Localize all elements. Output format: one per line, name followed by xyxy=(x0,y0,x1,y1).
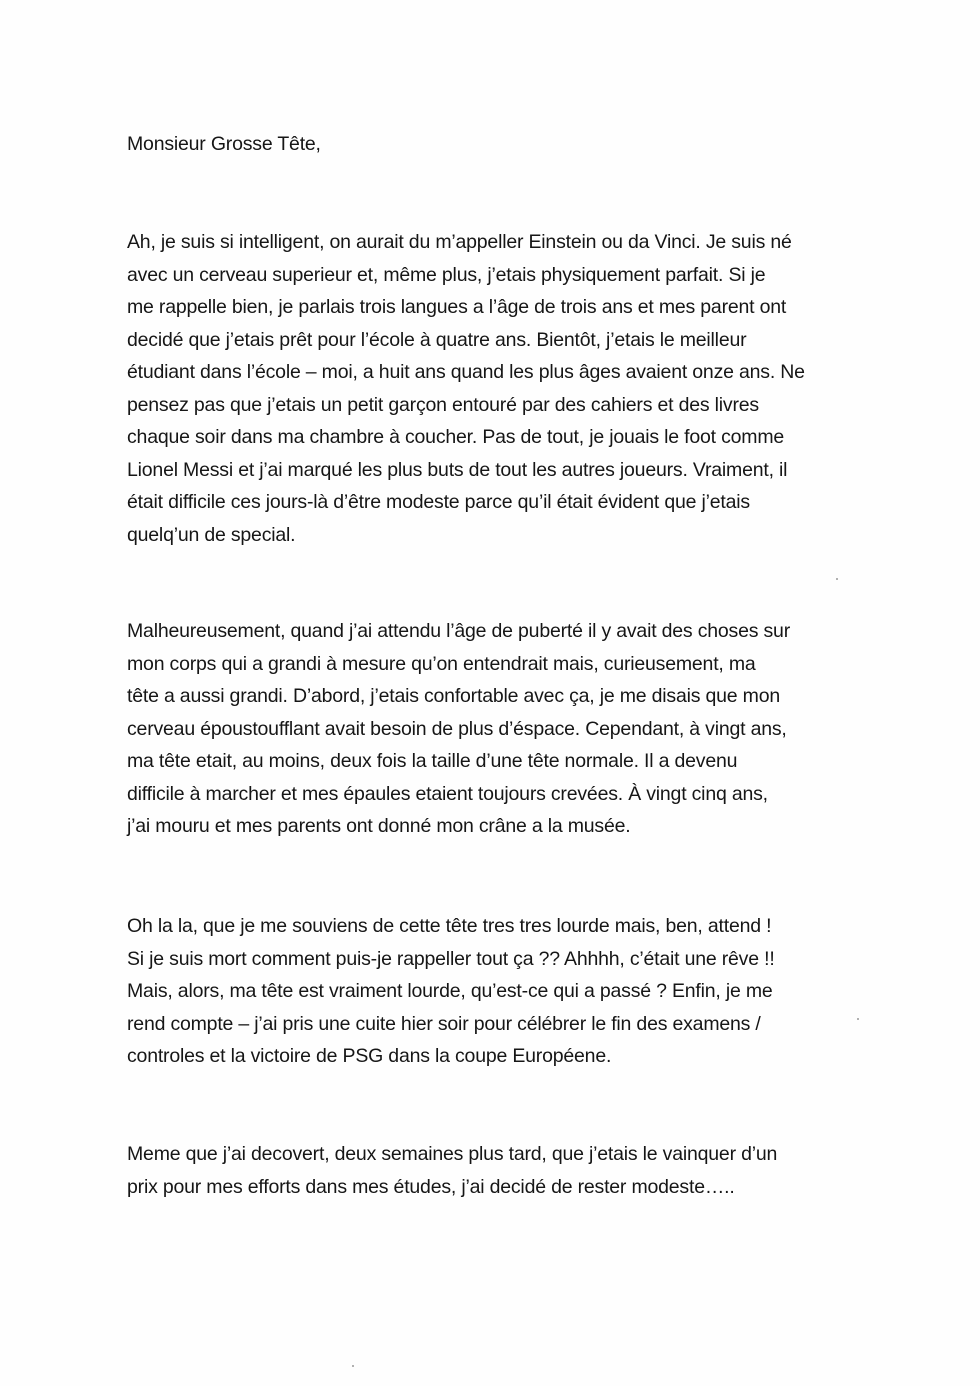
letter-line: Malheureusement, quand j’ai attendu l’âge de puberté il y avait des choses sur xyxy=(127,620,790,642)
letter-line: Lionel Messi et j’ai marqué les plus buts de tout les autres joueurs. Vraiment, il xyxy=(127,458,788,481)
letter-line: prix pour mes efforts dans mes études, j’ai decidé de rester modeste….. xyxy=(127,1175,735,1198)
letter-line: rend compte – j’ai pris une cuite hier soir pour célébrer le fin des examens / xyxy=(127,1012,761,1035)
letter-line: cerveau époustoufflant avait besoin de plus d’éspace. Cependant, à vingt ans, xyxy=(127,717,787,740)
letter-line: difficile à marcher et mes épaules etaient toujours crevées. À vingt cinq ans, xyxy=(127,782,768,805)
letter-line: me rappelle bien, je parlais trois langues a l’âge de trois ans et mes parent ont xyxy=(127,296,787,318)
letter-line: Si je suis mort comment puis-je rappeller tout ça ?? Ahhhh, c’était une rêve !! xyxy=(127,947,775,970)
letter-line: Ah, je suis si intelligent, on aurait du m’appeller Einstein ou da Vinci. Je suis né xyxy=(127,231,792,253)
letter-line: j’ai mouru et mes parents ont donné mon crâne a la musée. xyxy=(127,815,631,837)
letter-line: tête a aussi grandi. D’abord, j’etais confortable avec ça, je me disais que mon xyxy=(127,685,780,707)
scan-speck xyxy=(857,1018,859,1020)
letter-line: quelq’un de special. xyxy=(127,523,296,546)
letter-line: avec un cerveau superieur et, même plus, j’etais physiquement parfait. Si je xyxy=(127,263,766,286)
letter-line: était difficile ces jours-là d’être modeste parce qu’il était évident que j’etais xyxy=(127,491,750,513)
scan-speck xyxy=(352,1365,354,1367)
letter-line: chaque soir dans ma chambre à coucher. Pas de tout, je jouais le foot comme xyxy=(127,426,785,448)
letter-line: pensez pas que j’etais un petit garçon entouré par des cahiers et des livres xyxy=(127,393,759,416)
letter-line: ma tête etait, au moins, deux fois la taille d’une tête normale. Il a devenu xyxy=(127,750,738,772)
letter-line: Meme que j’ai decovert, deux semaines plus tard, que j’etais le vainquer d’un xyxy=(127,1143,778,1165)
letter-line: decidé que j’etais prêt pour l’école à quatre ans. Bientôt, j’etais le meilleur xyxy=(127,328,747,351)
scan-speck xyxy=(836,578,838,580)
letter-line: mon corps qui a grandi à mesure qu’on entendrait mais, curieusement, ma xyxy=(127,652,756,675)
letter-line: controles et la victoire de PSG dans la coupe Européene. xyxy=(127,1045,612,1067)
letter-line: Oh la la, que je me souviens de cette tête tres tres lourde mais, ben, attend ! xyxy=(127,915,772,937)
letter-salutation: Monsieur Grosse Tête, xyxy=(127,133,321,155)
letter-line: étudiant dans l’école – moi, a huit ans quand les plus âges avaient onze ans. Ne xyxy=(127,361,805,383)
letter-line: Mais, alors, ma tête est vraiment lourde, qu’est-ce qui a passé ? Enfin, je me xyxy=(127,980,773,1002)
